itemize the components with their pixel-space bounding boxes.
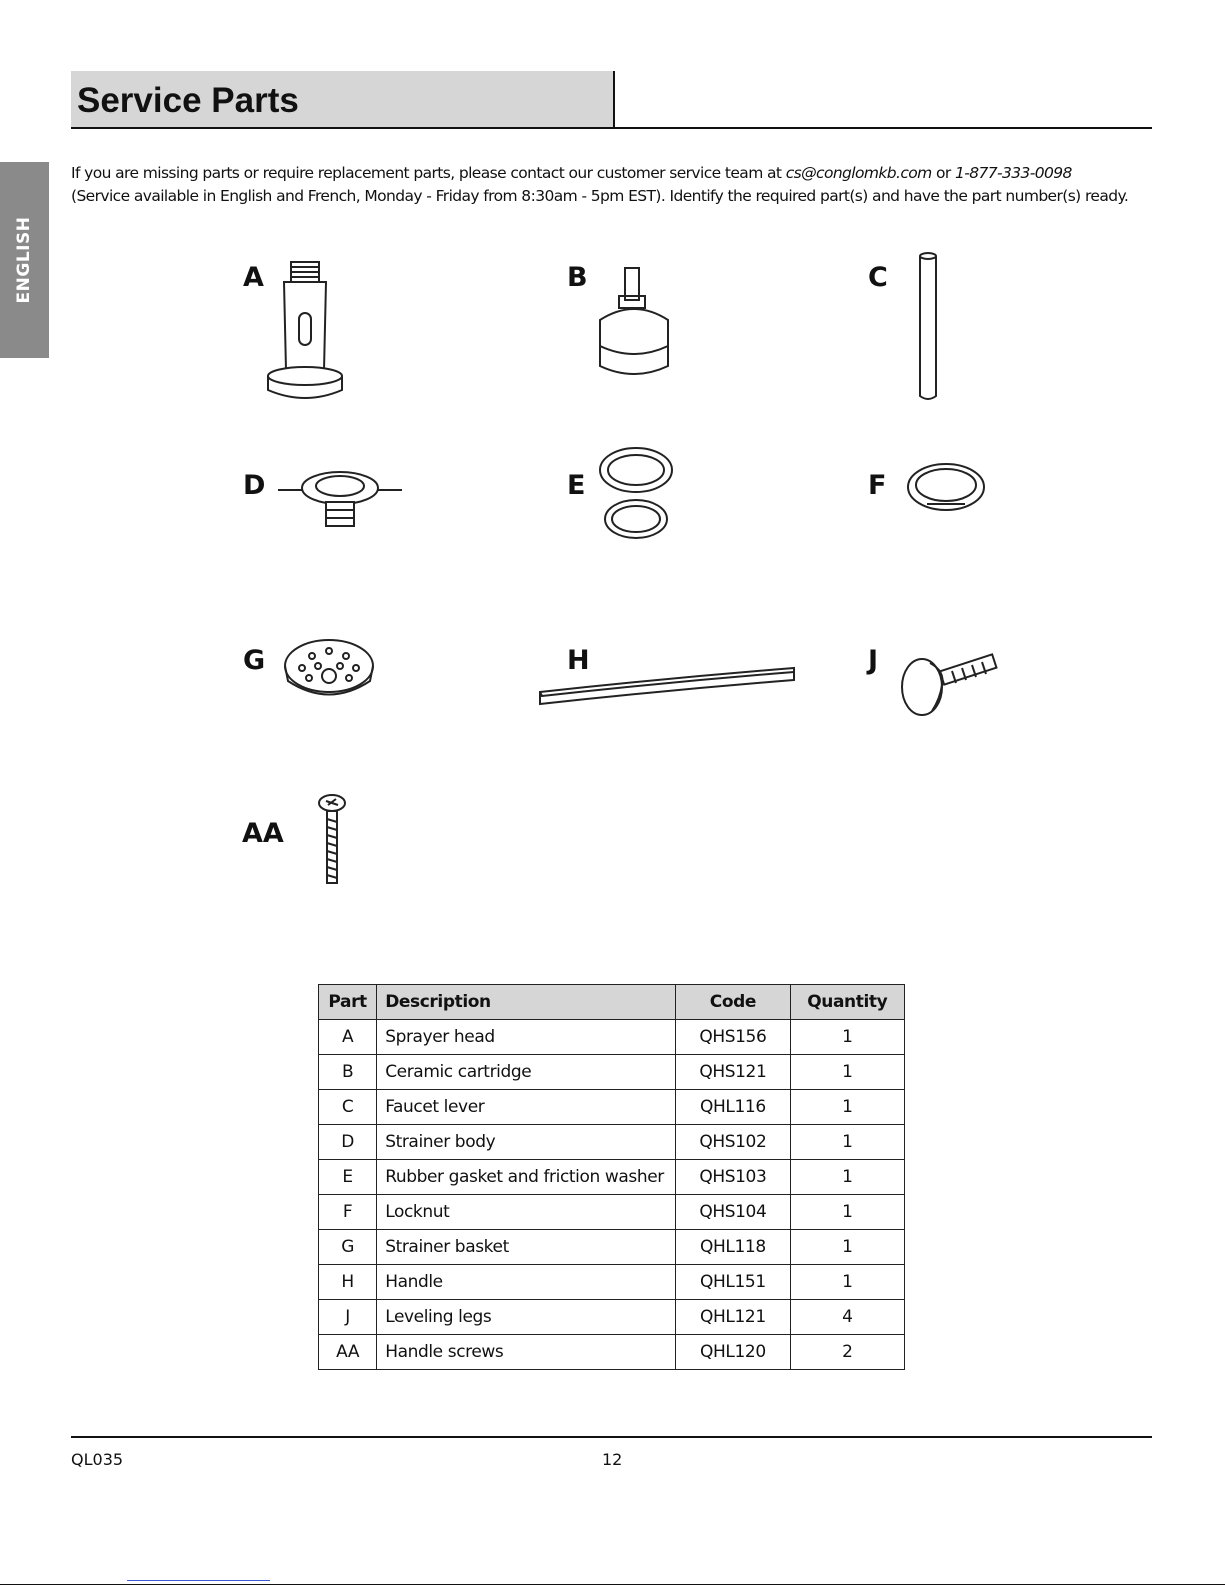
cell-description: Strainer basket xyxy=(377,1230,676,1265)
header-divider xyxy=(71,127,1152,129)
cell-part: H xyxy=(319,1265,377,1300)
contact-email[interactable]: cs@conglomkb.com xyxy=(785,164,932,182)
language-tab xyxy=(0,162,49,358)
table-row xyxy=(319,1020,905,1055)
cell-part: A xyxy=(319,1020,377,1055)
cell-part: AA xyxy=(319,1335,377,1370)
cell-quantity: 1 xyxy=(790,1125,904,1160)
table-row xyxy=(319,1230,905,1265)
cell-quantity: 1 xyxy=(790,1020,904,1055)
language-tab-label: ENGLISH xyxy=(14,216,34,304)
table-row xyxy=(319,1335,905,1370)
cell-description: Handle screws xyxy=(377,1335,676,1370)
cell-code: QHL121 xyxy=(676,1300,790,1335)
table-header-row xyxy=(319,985,905,1020)
cell-description: Faucet lever xyxy=(377,1090,676,1125)
cell-description: Rubber gasket and friction washer xyxy=(377,1160,676,1195)
cell-code: QHS104 xyxy=(676,1195,790,1230)
part-label-aa: AA xyxy=(242,818,284,849)
cell-code: QHS156 xyxy=(676,1020,790,1055)
strainer-body-illustration xyxy=(278,466,408,536)
table-row xyxy=(319,1055,905,1090)
table-row xyxy=(319,1300,905,1335)
cell-part: E xyxy=(319,1160,377,1195)
header-code: Code xyxy=(676,985,790,1020)
cell-code: QHL151 xyxy=(676,1265,790,1300)
strainer-basket-illustration xyxy=(282,636,382,711)
part-label-a: A xyxy=(243,262,264,293)
cell-code: QHL116 xyxy=(676,1090,790,1125)
cell-part: B xyxy=(319,1055,377,1090)
part-label-j: J xyxy=(868,645,879,676)
intro-paragraph xyxy=(71,162,1171,208)
intro-or: or xyxy=(931,164,955,182)
cell-description: Sprayer head xyxy=(377,1020,676,1055)
locknut-illustration xyxy=(905,460,990,520)
table-row xyxy=(319,1265,905,1300)
footer-divider xyxy=(71,1436,1152,1438)
table-row xyxy=(319,1125,905,1160)
table-row xyxy=(319,1160,905,1195)
cell-quantity: 1 xyxy=(790,1195,904,1230)
part-label-c: C xyxy=(868,262,888,293)
footer-model-number: QL035 xyxy=(71,1450,124,1469)
handle-illustration xyxy=(538,660,798,710)
cell-code: QHL118 xyxy=(676,1230,790,1265)
intro-line-2: (Service available in English and French, Monday - Friday from 8:30am - 5pm EST). Identify the required part(s) and have the part number(s) ready. xyxy=(71,187,1129,205)
footer-page-number: 12 xyxy=(602,1450,623,1469)
sprayer-head-illustration xyxy=(266,258,348,403)
table-row xyxy=(319,1090,905,1125)
table-row xyxy=(319,1195,905,1230)
part-label-d: D xyxy=(243,470,266,501)
bottom-link-underline xyxy=(127,1580,270,1581)
cell-code: QHL120 xyxy=(676,1335,790,1370)
cell-code: QHS121 xyxy=(676,1055,790,1090)
part-label-h: H xyxy=(567,645,590,676)
cell-description: Strainer body xyxy=(377,1125,676,1160)
part-label-e: E xyxy=(567,470,586,501)
cell-code: QHS102 xyxy=(676,1125,790,1160)
page-title: Service Parts xyxy=(77,81,299,120)
cell-quantity: 1 xyxy=(790,1265,904,1300)
intro-line-1 xyxy=(71,162,1171,185)
contact-phone[interactable]: 1-877-333-0098 xyxy=(954,164,1072,182)
cell-description: Ceramic cartridge xyxy=(377,1055,676,1090)
faucet-lever-illustration xyxy=(914,250,942,404)
part-label-g: G xyxy=(243,645,266,676)
cell-part: D xyxy=(319,1125,377,1160)
header-part: Part xyxy=(319,985,377,1020)
cell-description: Locknut xyxy=(377,1195,676,1230)
ceramic-cartridge-illustration xyxy=(597,268,672,383)
gasket-washer-illustration xyxy=(598,446,678,546)
intro-text: If you are missing parts or require replacement parts, please contact our customer service team at xyxy=(71,164,786,182)
cell-quantity: 1 xyxy=(790,1090,904,1125)
cell-part: G xyxy=(319,1230,377,1265)
cell-part: C xyxy=(319,1090,377,1125)
section-header xyxy=(71,71,615,127)
cell-part: J xyxy=(319,1300,377,1335)
cell-quantity: 1 xyxy=(790,1055,904,1090)
cell-description: Handle xyxy=(377,1265,676,1300)
part-label-b: B xyxy=(567,262,588,293)
cell-code: QHS103 xyxy=(676,1160,790,1195)
cell-quantity: 1 xyxy=(790,1160,904,1195)
cell-description: Leveling legs xyxy=(377,1300,676,1335)
header-description: Description xyxy=(377,985,676,1020)
cell-quantity: 2 xyxy=(790,1335,904,1370)
cell-quantity: 4 xyxy=(790,1300,904,1335)
header-quantity: Quantity xyxy=(790,985,904,1020)
cell-part: F xyxy=(319,1195,377,1230)
service-parts-table xyxy=(318,984,905,1370)
part-label-f: F xyxy=(868,470,887,501)
handle-screw-illustration xyxy=(314,793,354,893)
leveling-leg-illustration xyxy=(900,645,1005,725)
cell-quantity: 1 xyxy=(790,1230,904,1265)
